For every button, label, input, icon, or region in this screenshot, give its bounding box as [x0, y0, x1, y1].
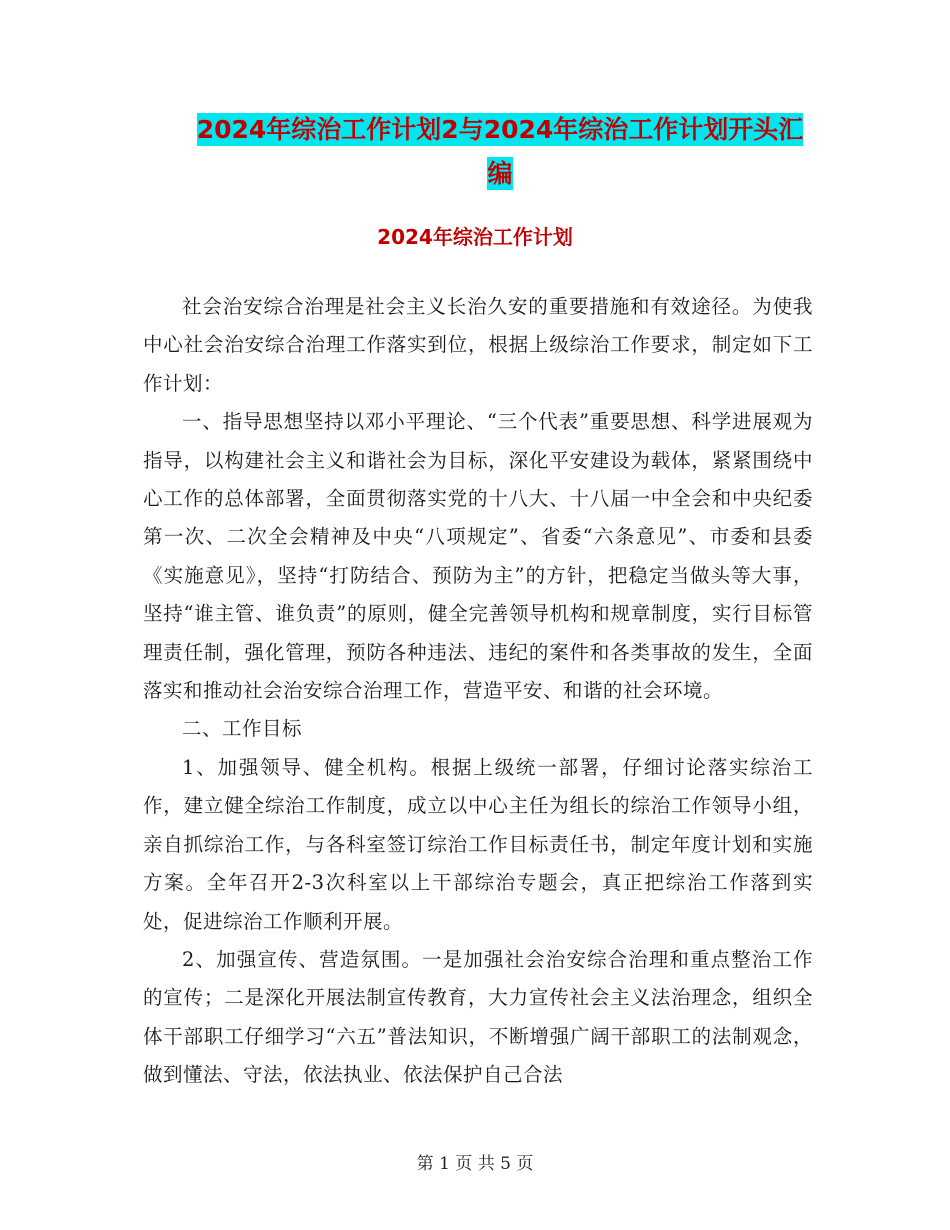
document-title-line-1: 2024年综治工作计划2与2024年综治工作计划开头汇 [196, 115, 804, 144]
paragraph-intro: 社会治安综合治理是社会主义长治久安的重要措施和有效途径。为使我中心社会治安综合治理工作落实到位，根据上级综治工作要求，制定如下工作计划： [143, 295, 813, 395]
paragraph-guiding-ideology: 一、指导思想坚持以邓小平理论、“三个代表”重要思想、科学进展观为指导，以构建社会主义和谐社会为目标，深化平安建设为载体，紧紧围绕中心工作的总体部署，全面贯彻落实党的十八大、十八届一中全会和中央纪委第一次、二次全会精神及中央“八项规定”、省委“六条意见”、市委和县委《实施意见》，坚持“打防结合、预防为主”的方针，把稳定当做头等大事，坚持“谁主管、谁负责”的原则，健全完善领导机构和规章制度，实行目标管理责任制，强化管理，预防各种违法、违纪的案件和各类事故的发生，全面落实和推动社会治安综合治理工作，营造平安、和谐的社会环境。 [143, 410, 813, 703]
paragraph-goal-2: 2、加强宣传、营造氛围。一是加强社会治安综合治理和重点整治工作的宣传；二是深化开展法制宣传教育，大力宣传社会主义法治理念，组织全体干部职工仔细学习“六五”普法知识，不断增强广阔干部职工的法制观念，做到懂法、守法，依法执业、依法保护自己合法 [143, 947, 813, 1087]
document-title [140, 108, 860, 196]
paragraph-work-goals-heading: 二、工作目标 [182, 717, 303, 741]
page-footer: 第 1 页 共 5 页 [416, 1154, 534, 1174]
paragraph-goal-1: 1、加强领导、健全机构。根据上级统一部署，仔细讨论落实综治工作，建立健全综治工作制度，成立以中心主任为组长的综治工作领导小组，亲自抓综治工作，与各科室签订综治工作目标责任书，制定年度计划和实施方案。全年召开2-3次科室以上干部综治专题会，真正把综治工作落到实处，促进综治工作顺利开展。 [143, 755, 813, 933]
document-body [143, 288, 813, 1095]
document-title-line-2: 编 [487, 159, 513, 188]
section-title: 2024年综治工作计划 [377, 225, 573, 249]
